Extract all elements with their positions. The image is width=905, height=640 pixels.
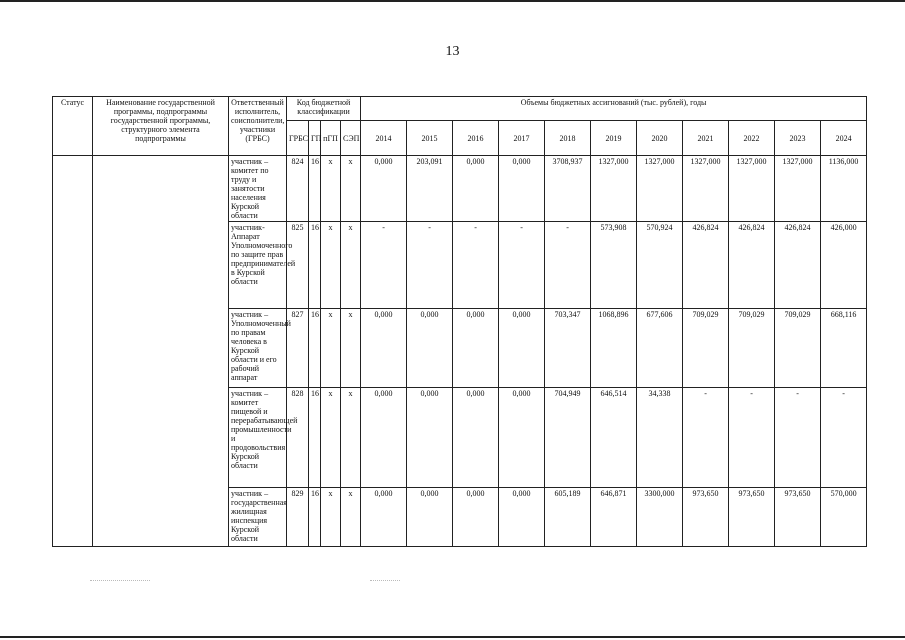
value-cell: 0,000	[499, 156, 545, 222]
value-cell: -	[407, 222, 453, 309]
value-cell: 0,000	[407, 309, 453, 388]
value-cell: 1068,896	[591, 309, 637, 388]
executor-cell: участник – комитет по труду и занятости населения Курской области	[229, 156, 287, 222]
gp-cell: 16	[309, 309, 321, 388]
value-cell: 0,000	[499, 388, 545, 488]
value-cell: 203,091	[407, 156, 453, 222]
value-cell: 0,000	[361, 388, 407, 488]
header-year: 2021	[683, 121, 729, 156]
sep-cell: x	[341, 309, 361, 388]
pgp-cell: x	[321, 488, 341, 547]
value-cell: 0,000	[361, 488, 407, 547]
header-year: 2023	[775, 121, 821, 156]
value-cell: 1327,000	[729, 156, 775, 222]
page-bottom-border	[0, 636, 905, 638]
grbs-cell: 828	[287, 388, 309, 488]
header-status: Статус	[53, 97, 93, 156]
value-cell: 1327,000	[683, 156, 729, 222]
value-cell: 34,338	[637, 388, 683, 488]
header-year: 2019	[591, 121, 637, 156]
header-executor: Ответственный исполнитель, соисполнители, участники (ГРБС)	[229, 97, 287, 156]
value-cell: 646,871	[591, 488, 637, 547]
value-cell: 570,000	[821, 488, 867, 547]
grbs-cell: 827	[287, 309, 309, 388]
pgp-cell: x	[321, 309, 341, 388]
header-code-sep: СЭП	[341, 121, 361, 156]
value-cell: 646,514	[591, 388, 637, 488]
grbs-cell: 824	[287, 156, 309, 222]
value-cell: 1327,000	[591, 156, 637, 222]
sep-cell: x	[341, 488, 361, 547]
header-code-pgp: пГП	[321, 121, 341, 156]
pgp-cell: x	[321, 156, 341, 222]
program-name-cell	[93, 156, 229, 547]
value-cell: 668,116	[821, 309, 867, 388]
header-volumes: Объемы бюджетных ассигнований (тыс. рублей), годы	[361, 97, 867, 121]
gp-cell: 16	[309, 488, 321, 547]
executor-cell: участник-Аппарат Уполномоченного по защите прав предпринимателей в Курской области	[229, 222, 287, 309]
header-year: 2016	[453, 121, 499, 156]
value-cell: 426,824	[775, 222, 821, 309]
gp-cell: 16	[309, 156, 321, 222]
header-year: 2024	[821, 121, 867, 156]
sep-cell: x	[341, 388, 361, 488]
value-cell: 605,189	[545, 488, 591, 547]
scan-artifact-dots	[370, 580, 400, 582]
value-cell: 0,000	[361, 156, 407, 222]
value-cell: 426,824	[683, 222, 729, 309]
value-cell: -	[499, 222, 545, 309]
pgp-cell: x	[321, 222, 341, 309]
value-cell: -	[775, 388, 821, 488]
header-year: 2022	[729, 121, 775, 156]
header-program-name: Наименование государственной программы, подпрограммы государственной программы, структурного элемента подпрограммы	[93, 97, 229, 156]
header-year: 2020	[637, 121, 683, 156]
budget-table	[52, 96, 867, 547]
header-code-gp: ГП	[309, 121, 321, 156]
value-cell: -	[683, 388, 729, 488]
gp-cell: 16	[309, 388, 321, 488]
value-cell: 0,000	[407, 388, 453, 488]
executor-cell: участник – комитет пищевой и перерабатывающей промышленности и продовольствия Курской области	[229, 388, 287, 488]
value-cell: 973,650	[683, 488, 729, 547]
value-cell: 677,606	[637, 309, 683, 388]
value-cell: 0,000	[453, 156, 499, 222]
grbs-cell: 825	[287, 222, 309, 309]
value-cell: 0,000	[407, 488, 453, 547]
gp-cell: 16	[309, 222, 321, 309]
value-cell: 703,347	[545, 309, 591, 388]
value-cell: 426,824	[729, 222, 775, 309]
value-cell: 0,000	[453, 309, 499, 388]
value-cell: 570,924	[637, 222, 683, 309]
header-code-grbs: ГРБС	[287, 121, 309, 156]
value-cell: -	[361, 222, 407, 309]
sep-cell: x	[341, 156, 361, 222]
sep-cell: x	[341, 222, 361, 309]
executor-cell: участник – Уполномоченный по правам человека в Курской области и его рабочий аппарат	[229, 309, 287, 388]
pgp-cell: x	[321, 388, 341, 488]
value-cell: -	[729, 388, 775, 488]
value-cell: 426,000	[821, 222, 867, 309]
value-cell: 1327,000	[775, 156, 821, 222]
value-cell: 709,029	[683, 309, 729, 388]
grbs-cell: 829	[287, 488, 309, 547]
page-number: 13	[445, 44, 460, 59]
value-cell: 1136,000	[821, 156, 867, 222]
value-cell: -	[821, 388, 867, 488]
page-top-border	[0, 0, 905, 2]
value-cell: 0,000	[499, 488, 545, 547]
table-row	[53, 156, 867, 222]
header-year: 2018	[545, 121, 591, 156]
value-cell: 0,000	[453, 488, 499, 547]
value-cell: 3300,000	[637, 488, 683, 547]
header-year: 2015	[407, 121, 453, 156]
header-year: 2014	[361, 121, 407, 156]
value-cell: 3708,937	[545, 156, 591, 222]
value-cell: 0,000	[453, 388, 499, 488]
value-cell: 573,908	[591, 222, 637, 309]
value-cell: 0,000	[361, 309, 407, 388]
value-cell: 973,650	[775, 488, 821, 547]
value-cell: 709,029	[729, 309, 775, 388]
header-budget-code: Код бюджетной классификации	[287, 97, 361, 121]
header-year: 2017	[499, 121, 545, 156]
scan-artifact-dots	[90, 580, 150, 582]
executor-cell: участник – государственная жилищная инспекция Курской области	[229, 488, 287, 547]
value-cell: 709,029	[775, 309, 821, 388]
value-cell: -	[545, 222, 591, 309]
value-cell: -	[453, 222, 499, 309]
status-cell	[53, 156, 93, 547]
value-cell: 0,000	[499, 309, 545, 388]
value-cell: 704,949	[545, 388, 591, 488]
value-cell: 973,650	[729, 488, 775, 547]
value-cell: 1327,000	[637, 156, 683, 222]
